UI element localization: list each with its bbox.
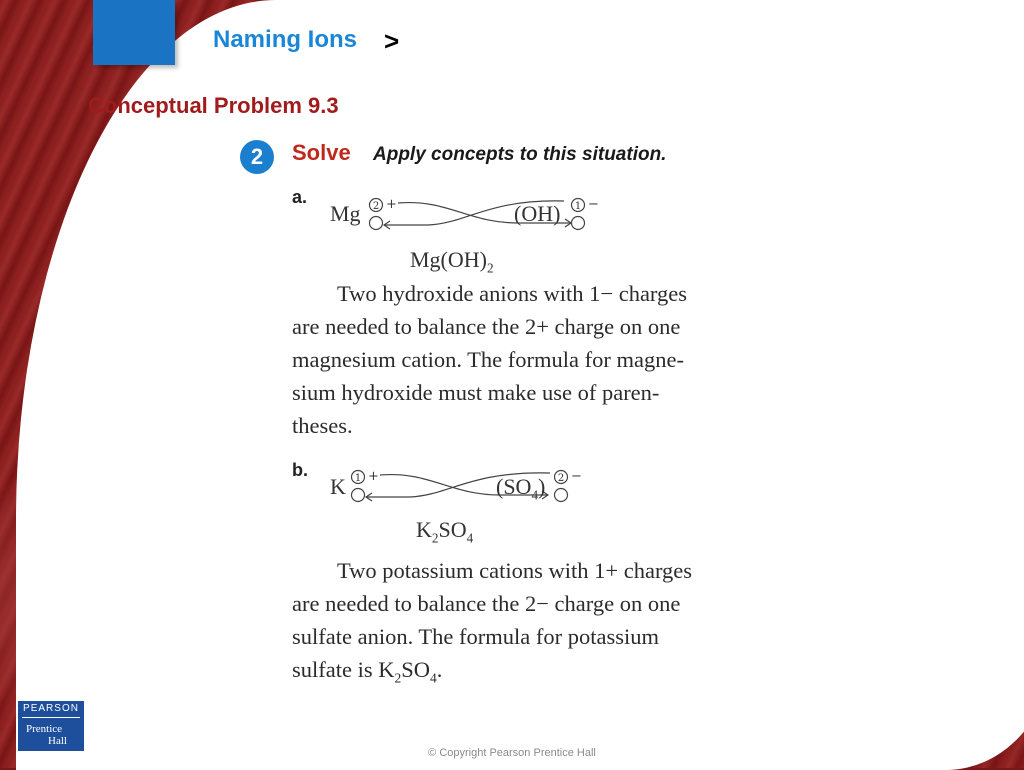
header-tab bbox=[93, 0, 175, 65]
slide-label: Slide bbox=[978, 677, 1012, 693]
part-b-label: b. bbox=[292, 460, 308, 480]
part-b-line-2: are needed to balance the 2− charge on one bbox=[292, 591, 681, 616]
pearson-prentice-hall-logo: PEARSON Prentice Hall bbox=[18, 701, 84, 751]
part-a-line-4: sium hydroxide must make use of paren- bbox=[292, 380, 660, 405]
step-number-badge: 2 bbox=[240, 140, 274, 174]
part-b-line-1: Two potassium cations with 1+ charges bbox=[337, 558, 693, 583]
part-b-crossover-diagram bbox=[350, 467, 580, 509]
part-a-anion: (OH) bbox=[514, 201, 561, 226]
part-a-line-1: Two hydroxide anions with 1− charges bbox=[337, 281, 688, 306]
part-b-cation-charge-sign: + bbox=[368, 469, 379, 484]
part-a-line-3: magnesium cation. The formula for magne- bbox=[292, 347, 684, 372]
next-chevron[interactable]: > bbox=[384, 26, 400, 56]
part-a-line-2: are needed to balance the 2+ charge on one bbox=[292, 314, 681, 339]
part-a-cation-charge-sign: + bbox=[386, 197, 397, 212]
slide-title: Conceptual Problem 9.3 bbox=[88, 93, 339, 118]
part-b-line-3: sulfate anion. The formula for potassium bbox=[292, 624, 659, 649]
part-a-anion-charge-num: 1 bbox=[574, 201, 582, 212]
copyright-notice: © Copyright Pearson Prentice Hall bbox=[428, 747, 596, 759]
part-a-cation: Mg bbox=[330, 201, 361, 226]
solve-label: Solve bbox=[292, 140, 351, 165]
part-b-cation-charge-num: 1 bbox=[354, 473, 362, 484]
part-b-line-4: sulfate is $K_2SO_4$. bbox=[292, 657, 443, 686]
part-a-cation-charge-num: 2 bbox=[372, 201, 380, 212]
part-a-label: a. bbox=[292, 187, 308, 207]
topic-title[interactable]: Naming Ions bbox=[213, 26, 358, 53]
part-b-cation: K bbox=[330, 474, 346, 499]
part-b-anion-charge-num: 2 bbox=[557, 473, 565, 484]
slide-count: 17 of 33 bbox=[959, 696, 1012, 712]
part-b-formula: $K_2SO_4$ bbox=[416, 517, 474, 546]
part-a-line-5: theses. bbox=[292, 413, 353, 438]
part-b-explanation bbox=[292, 554, 782, 695]
part-a-formula: $Mg(OH)_2$ bbox=[410, 247, 494, 276]
problem-image bbox=[238, 137, 784, 691]
part-b-anion-charge-sign: − bbox=[571, 469, 582, 484]
solve-instruction: Apply concepts to this situation. bbox=[373, 144, 667, 165]
solve-header bbox=[238, 137, 784, 173]
slide-counter bbox=[960, 676, 1012, 714]
part-b-anion: $(SO_4)$ bbox=[496, 474, 546, 503]
part-a-crossover-diagram bbox=[368, 195, 598, 237]
part-a-anion-charge-sign: − bbox=[588, 197, 599, 212]
part-a-explanation bbox=[292, 277, 782, 442]
